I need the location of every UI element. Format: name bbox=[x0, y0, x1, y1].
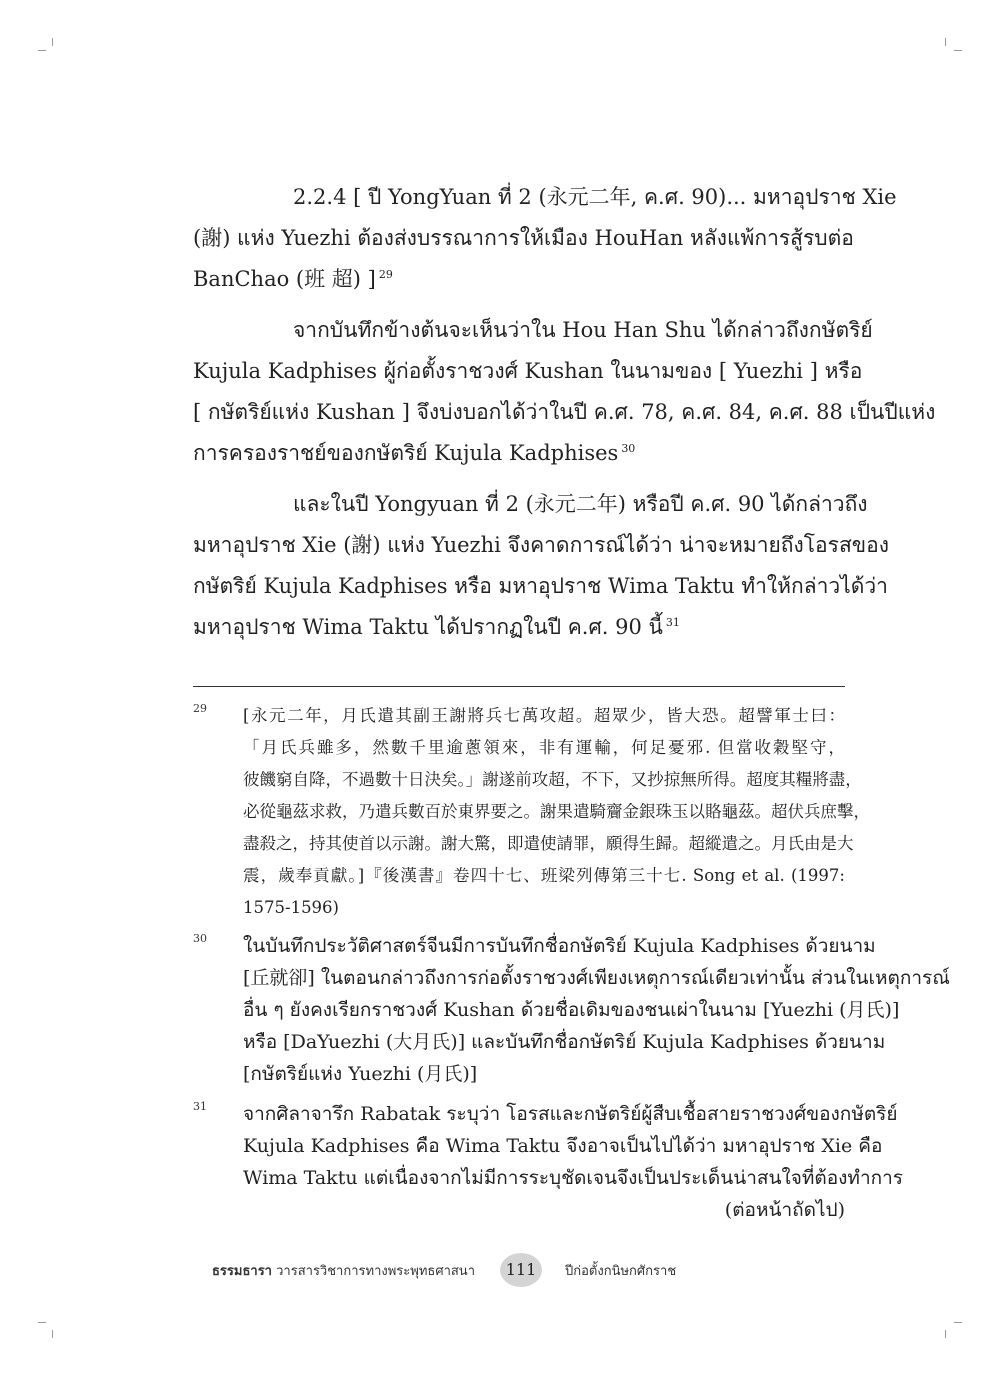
footnote-divider bbox=[193, 686, 845, 687]
page-footer bbox=[0, 1253, 1000, 1287]
footnote-ref-30[interactable]: 30 bbox=[621, 442, 636, 455]
text-line: Wima Taktu แต่เนื่องจากไม่มีการระบุชัดเจนจึงเป็นประเด็นน่าสนใจที่ต้องทำการ bbox=[243, 1167, 903, 1189]
text-line: 1575-1596) bbox=[243, 898, 339, 917]
text-line: จากศิลาจารึก Rabatak ระบุว่า โอรสและกษัตริย์ผู้สืบเชื้อสายราชวงศ์ของกษัตริย์ bbox=[243, 1103, 898, 1125]
text-line: 震，歲奉貢獻。]『後漢書』卷四十七、班梁列傳第三十七. Song et al. (1997: bbox=[243, 866, 845, 885]
crop-mark bbox=[945, 38, 946, 46]
text-line: 2.2.4 [ ปี YongYuan ที่ 2 (永元二年, ค.ศ. 90)... มหาอุปราช Xie bbox=[293, 185, 897, 209]
crop-mark bbox=[52, 38, 53, 46]
text-line: 彼饑窮自降，不過數十日決矣。」謝遂前攻超，不下，又抄掠無所得。超度其糧將盡， bbox=[243, 770, 862, 789]
text-line: กษัตริย์ Kujula Kadphises หรือ มหาอุปราช Wima Taktu ทำให้กล่าวได้ว่า bbox=[193, 574, 888, 598]
body-paragraph bbox=[193, 484, 889, 648]
text-line: [丘就卻] ในตอนกล่าวถึงการก่อตั้งราชวงศ์เพียงเหตุการณ์เดียวเท่านั้น ส่วนในเหตุการณ์ bbox=[243, 967, 950, 989]
crop-mark bbox=[954, 50, 962, 51]
footnote-text bbox=[243, 700, 870, 924]
footnote-31 bbox=[193, 1098, 903, 1226]
text-line: Kujula Kadphises ผู้ก่อตั้งราชวงศ์ Kushan ในนามของ [ Yuezhi ] หรือ bbox=[193, 359, 863, 383]
body-paragraph bbox=[193, 310, 936, 474]
text-line: และในปี Yongyuan ที่ 2 (永元二年) หรือปี ค.ศ. 90 ได้กล่าวถึง bbox=[293, 492, 868, 516]
footnote-30 bbox=[193, 930, 950, 1090]
footnote-text bbox=[243, 1098, 903, 1226]
text-line: การครองราชย์ของกษัตริย์ Kujula Kadphises $^{30}$ bbox=[193, 441, 636, 465]
text-line: มหาอุปราช Xie (謝) แห่ง Yuezhi จึงคาดการณ์ได้ว่า น่าจะหมายถึงโอรสของ bbox=[193, 533, 889, 557]
crop-mark bbox=[38, 50, 46, 51]
text-line: จากบันทึกข้างต้นจะเห็นว่าใน Hou Han Shu ได้กล่าวถึงกษัตริย์ bbox=[293, 318, 873, 342]
text-line: [กษัตริย์แห่ง Yuezhi (月氏)] bbox=[243, 1063, 478, 1085]
main-text bbox=[193, 177, 936, 658]
text-line: 必從龜茲求救，乃遣兵數百於東界要之。謝果遣騎齎金銀珠玉以賂龜茲。超伏兵庶擊， bbox=[243, 802, 870, 821]
text-line: [ กษัตริย์แห่ง Kushan ] จึงบ่งบอกได้ว่าในปี ค.ศ. 78, ค.ศ. 84, ค.ศ. 88 เป็นปีแห่ง bbox=[193, 400, 936, 424]
crop-mark bbox=[38, 1322, 46, 1323]
footnote-number: 31 bbox=[193, 1100, 207, 1113]
footnote-text bbox=[243, 930, 950, 1090]
text-line: ในบันทึกประวัติศาสตร์จีนมีการบันทึกชื่อกษัตริย์ Kujula Kadphises ด้วยนาม bbox=[243, 935, 876, 957]
continued-note: (ต่อหน้าถัดไป) bbox=[724, 1199, 845, 1221]
quote-paragraph bbox=[193, 177, 897, 300]
crop-mark bbox=[52, 1330, 53, 1338]
footnote-ref-29[interactable]: 29 bbox=[378, 268, 393, 281]
text-line: BanChao (班 超) ] $^{29}$ bbox=[193, 267, 393, 291]
text-line: 盡殺之，持其使首以示謝。謝大驚，即遣使請罪，願得生歸。超縱遣之。月氏由是大 bbox=[243, 834, 854, 853]
text-line: มหาอุปราช Wima Taktu ได้ปรากฏในปี ค.ศ. 90 นี้ $^{31}$ bbox=[193, 615, 680, 639]
issue-label: ปีก่อตั้งกนิษกศักราช bbox=[565, 1264, 677, 1279]
crop-mark bbox=[954, 1322, 962, 1323]
text-line: หรือ [DaYuezhi (大月氏)] และบันทึกชื่อกษัตริย์ Kujula Kadphises ด้วยนาม bbox=[243, 1031, 886, 1053]
footnote-number: 30 bbox=[193, 932, 207, 945]
text-line: 「月氏兵雖多，然數千里逾蔥領來，非有運輸，何足憂邪. 但當收穀堅守， bbox=[243, 738, 845, 757]
crop-mark bbox=[945, 1330, 946, 1338]
footnote-ref-31[interactable]: 31 bbox=[665, 616, 680, 629]
page-number: 111 bbox=[500, 1253, 542, 1287]
text-line: Kujula Kadphises คือ Wima Taktu จึงอาจเป็นไปได้ว่า มหาอุปราช Xie คือ bbox=[243, 1135, 883, 1157]
text-line: [永元二年，月氏遣其副王謝將兵七萬攻超。超眾少，皆大恐。超譬軍士曰： bbox=[243, 706, 845, 725]
text-line: อื่น ๆ ยังคงเรียกราชวงศ์ Kushan ด้วยชื่อเดิมของชนเผ่าในนาม [Yuezhi (月氏)] bbox=[243, 999, 900, 1021]
footnote-number: 29 bbox=[193, 702, 207, 715]
text-line: (謝) แห่ง Yuezhi ต้องส่งบรรณาการให้เมือง HouHan หลังแพ้การสู้รบต่อ bbox=[193, 226, 854, 250]
footnote-29 bbox=[193, 700, 870, 924]
journal-title: ธรรมธารา วารสารวิชาการทางพระพุทธศาสนา bbox=[211, 1264, 475, 1279]
